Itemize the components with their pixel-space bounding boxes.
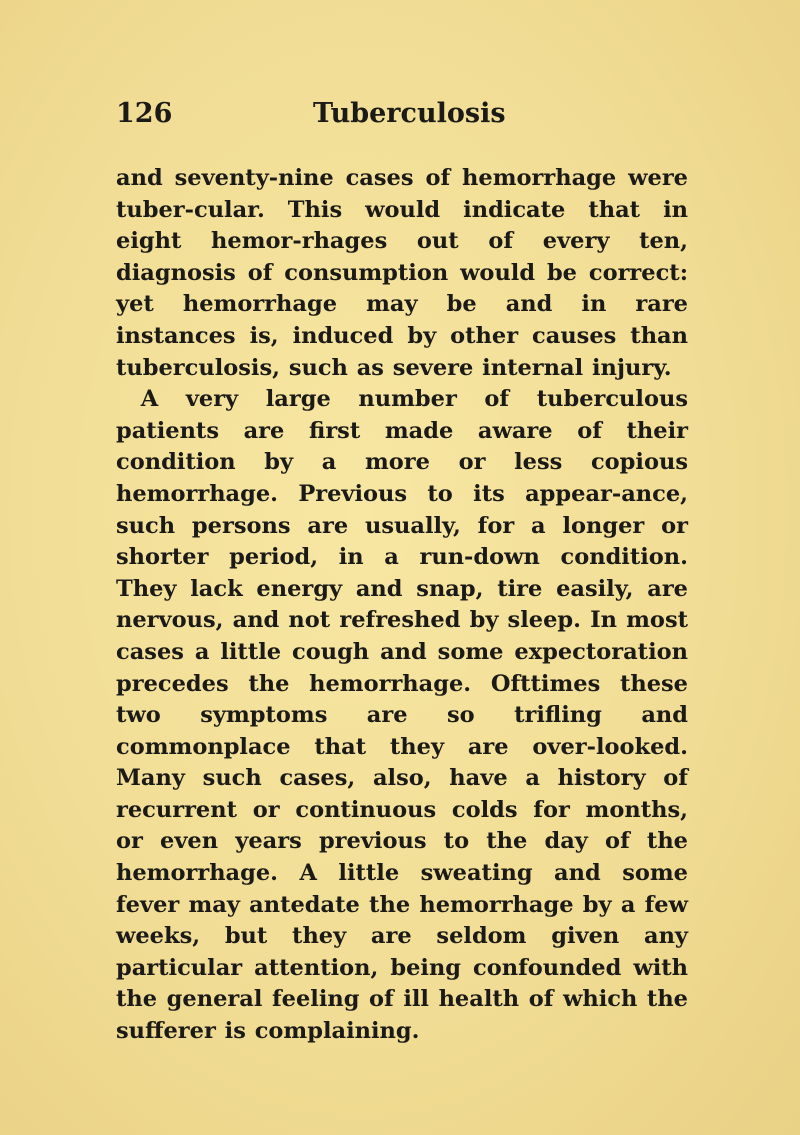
paragraph-1: and seventy-nine cases of hemorrhage were tuber-cular. This would indicate that in eight hemor-rhages out of every ten, diagnosis of consumption would be correct: yet hemorrhage may be and in rare instances is, induced by other causes than tuberculosis, such as severe internal injury. <box>116 165 688 381</box>
paragraph-2: A very large number of tuberculous patients are first made aware of their condition by a more or less copious hemorrhage. Previous to its appear-ance, such persons are usually, for a longer or shorter period, in a run-down condition. They lack energy and snap, tire easily, are nervous, and not refreshed by sleep. In most cases a little cough and some expectoration precedes the hemorrhage. Ofttimes these two symptoms are so trifling and commonplace that they are over-looked. Many such cases, also, have a history of recurrent or continuous colds for months, or even years previous to the day of the hemorrhage. A little sweating and some fever may antedate the hemorrhage by a few weeks, but they are seldom given any particular attention, being confounded with the general feeling of ill health of which the sufferer is complaining. <box>116 386 688 1045</box>
body-text <box>116 163 688 1048</box>
running-head <box>108 98 698 138</box>
running-title: Tuberculosis <box>313 98 506 129</box>
page-number: 126 <box>116 98 173 129</box>
